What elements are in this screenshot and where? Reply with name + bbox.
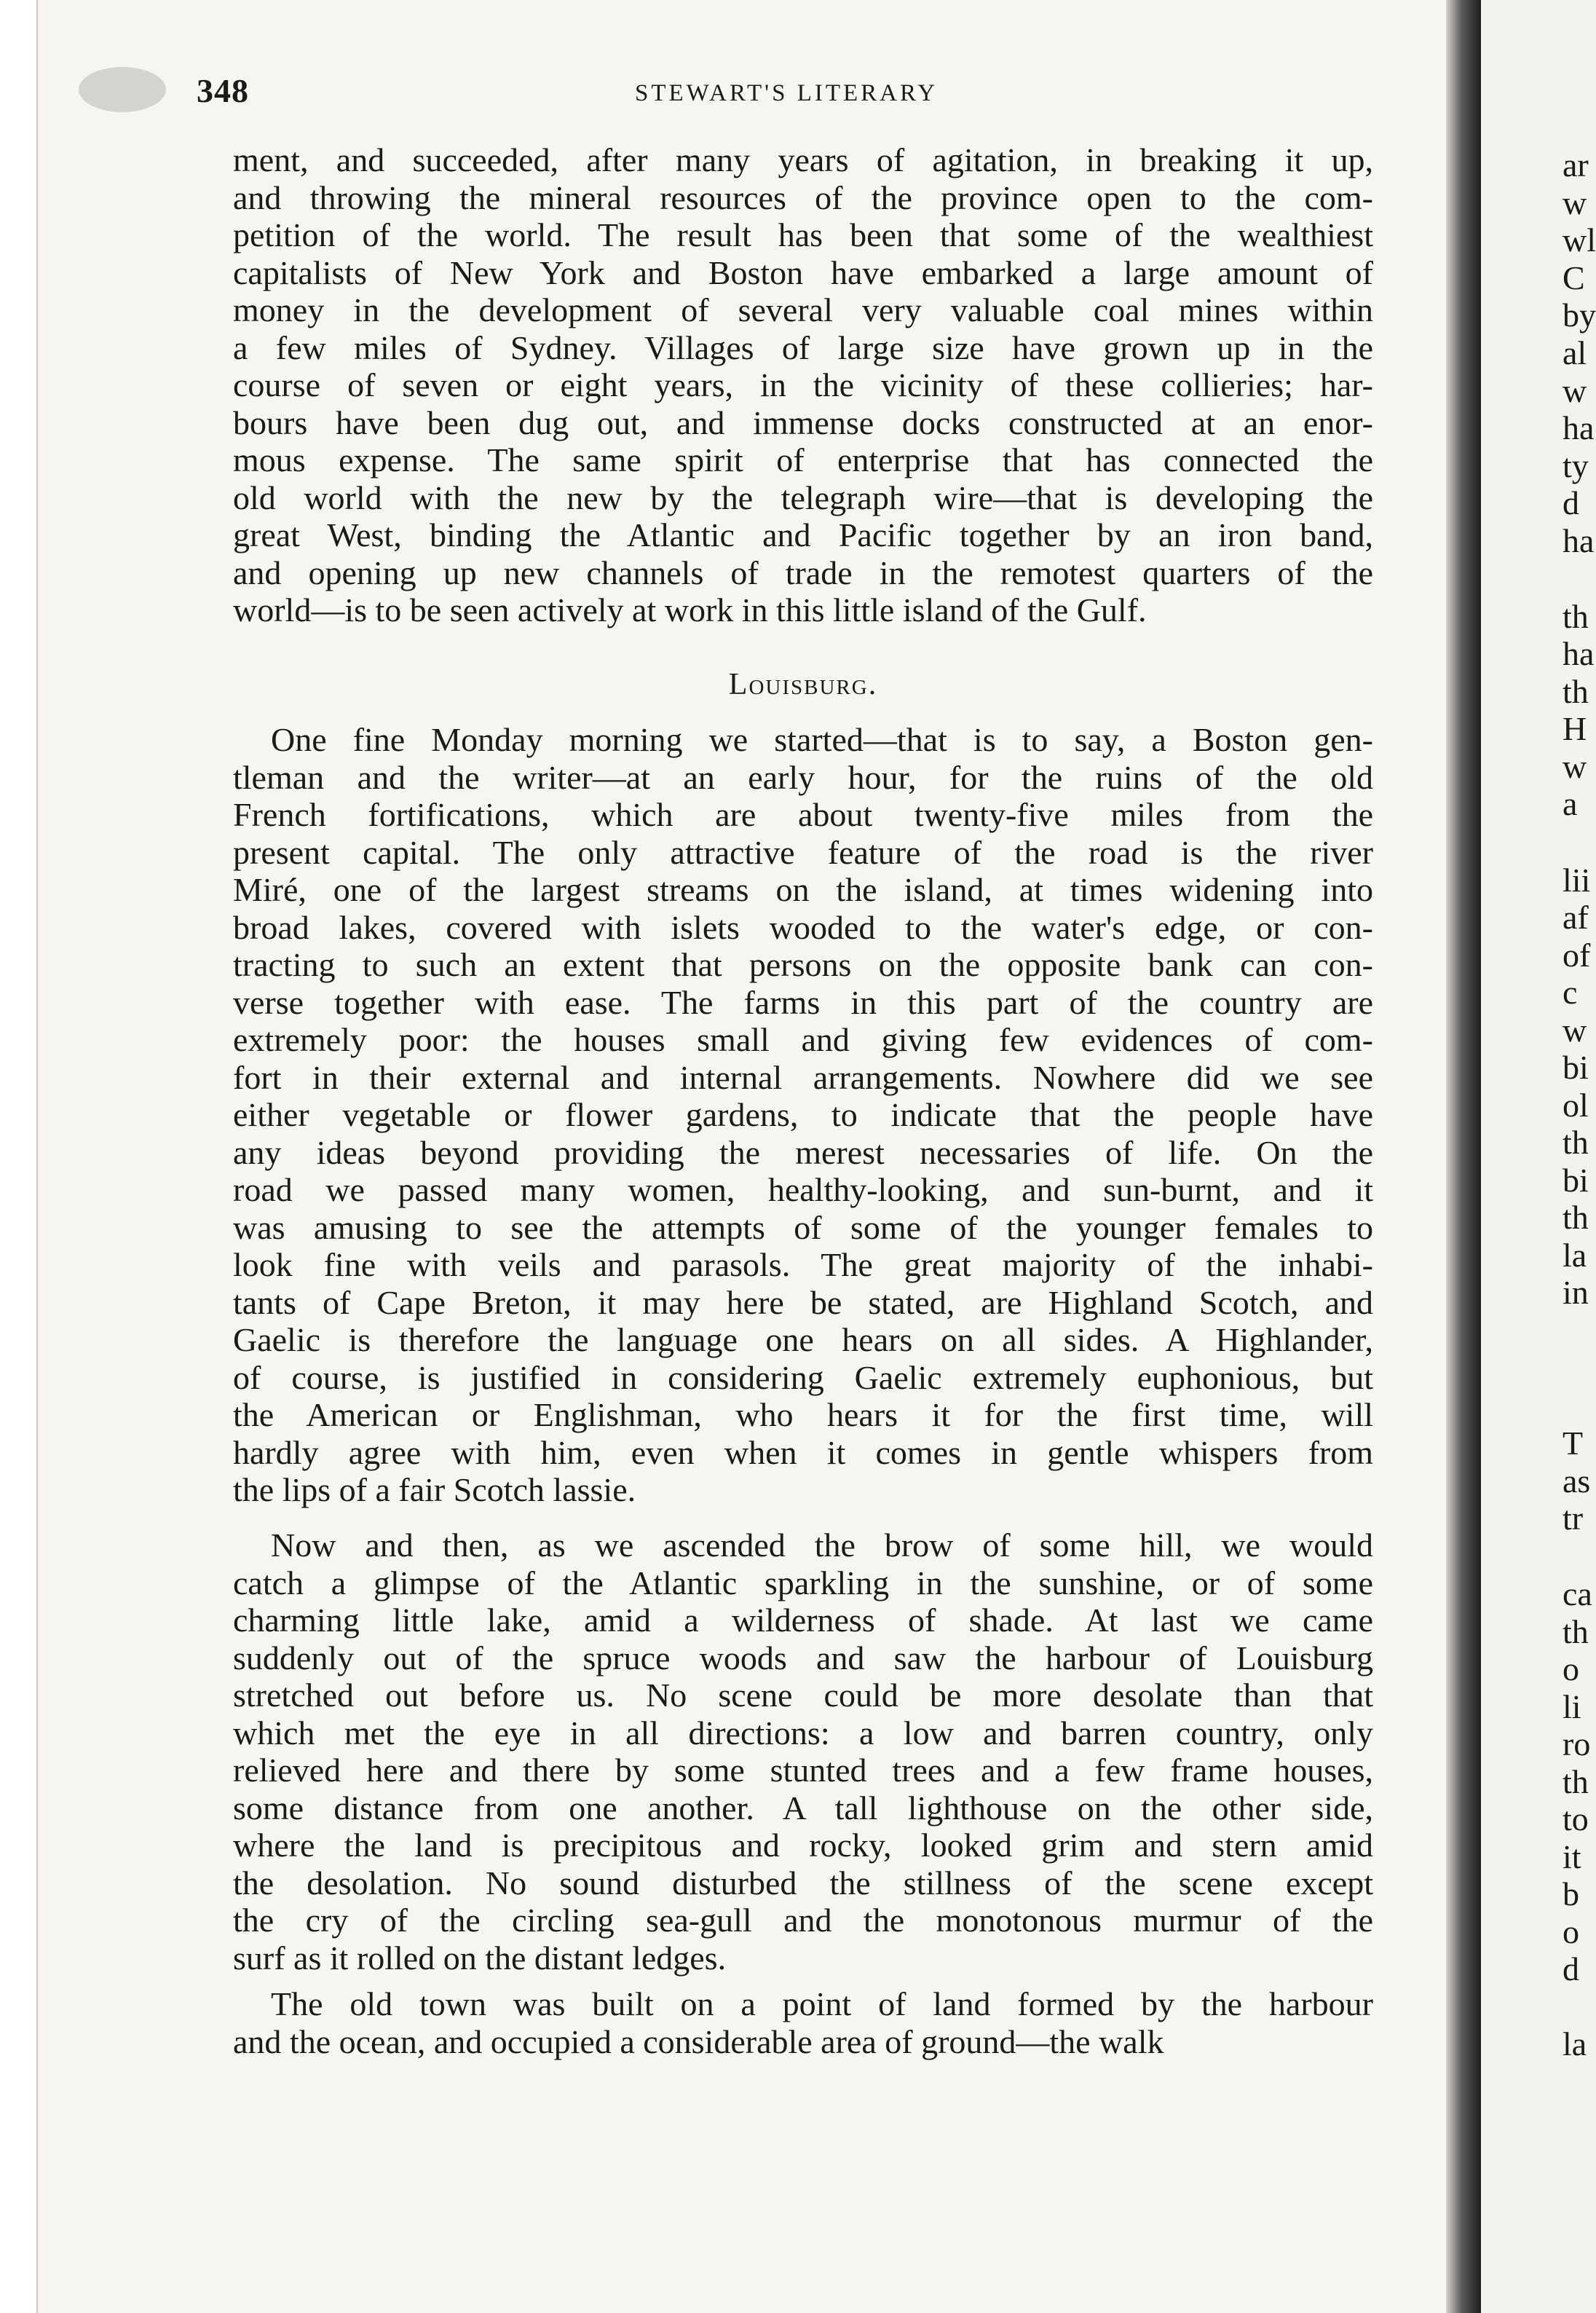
facing-page-fragment: of — [1563, 937, 1591, 974]
facing-page-fragment: th — [1563, 1199, 1589, 1236]
text-line: fort in their external and internal arrangements. Nowhere did we see — [233, 1059, 1373, 1096]
facing-page-fragment: la — [1563, 2025, 1587, 2062]
facing-page-fragment: o — [1563, 1913, 1579, 1950]
text-line: look fine with veils and parasols. The great majority of the inhabi- — [233, 1246, 1373, 1283]
text-line: the cry of the circling sea-gull and the monotonous murmur of the — [233, 1902, 1373, 1939]
facing-page-fragment: by — [1563, 296, 1596, 334]
text-line: mous expense. The same spirit of enterprise that has connected the — [233, 441, 1373, 478]
text-line: Gaelic is therefore the language one hears on all sides. A Highlander, — [233, 1321, 1373, 1358]
facing-page-fragment: w — [1563, 184, 1587, 221]
facing-page-fragment: in — [1563, 1274, 1589, 1311]
text-line: either vegetable or flower gardens, to indicate that the people have — [233, 1096, 1373, 1133]
text-line: hardly agree with him, even when it comes in gentle whispers from — [233, 1434, 1373, 1471]
facing-page-fragment: al — [1563, 334, 1587, 371]
facing-page-fragment: bi — [1563, 1162, 1589, 1199]
text-line: Now and then, as we ascended the brow of some hill, we would — [271, 1526, 1373, 1564]
text-line: a few miles of Sydney. Villages of large size have grown up in the — [233, 329, 1373, 366]
facing-page-fragment: li — [1563, 1688, 1581, 1725]
text-line: and the ocean, and occupied a considerable area of ground—the walk — [233, 2023, 1164, 2060]
facing-page-fragment: wl — [1563, 221, 1596, 259]
facing-page-fragment: w — [1563, 748, 1587, 785]
text-line: catch a glimpse of the Atlantic sparkling in the sunshine, or of some — [233, 1564, 1373, 1601]
page-smudge — [79, 67, 166, 112]
text-line: present capital. The only attractive feature of the road is the river — [233, 834, 1373, 871]
facing-page-fragment: tr — [1563, 1500, 1584, 1537]
text-line: suddenly out of the spruce woods and saw the harbour of Louisburg — [233, 1639, 1373, 1676]
facing-page-fragment: d — [1563, 484, 1579, 521]
text-line: where the land is precipitous and rocky, looked grim and stern amid — [233, 1827, 1373, 1864]
text-line: French fortifications, which are about twenty-five miles from the — [233, 796, 1373, 833]
facing-page-fragment: T — [1563, 1425, 1584, 1462]
page-number: 348 — [197, 72, 249, 109]
text-line: Miré, one of the largest streams on the island, at times widening into — [233, 871, 1373, 908]
text-line: stretched out before us. No scene could be more desolate than that — [233, 1676, 1373, 1714]
text-line: bours have been dug out, and immense docks constructed at an enor- — [233, 404, 1373, 441]
facing-page-fragment: bi — [1563, 1049, 1589, 1086]
text-line: tracting to such an extent that persons on the opposite bank can con- — [233, 946, 1373, 983]
text-line: of course, is justified in considering Gaelic extremely euphonious, but — [233, 1359, 1373, 1396]
text-line: the desolation. No sound disturbed the stillness of the scene except — [233, 1864, 1373, 1902]
facing-page-fragment: it — [1563, 1838, 1581, 1875]
facing-page-fragment: ty — [1563, 447, 1589, 484]
text-line: charming little lake, amid a wilderness of shade. At last we came — [233, 1601, 1373, 1639]
facing-page-fragment: th — [1563, 1613, 1589, 1650]
text-line: money in the development of several very valuable coal mines within — [233, 291, 1373, 328]
text-line: road we passed many women, healthy-looking, and sun-burnt, and it — [233, 1171, 1373, 1208]
facing-page-fragment: ha — [1563, 635, 1595, 672]
text-line: and throwing the mineral resources of the province open to the com- — [233, 179, 1373, 216]
facing-page-fragment: H — [1563, 710, 1587, 747]
book-page — [36, 0, 1447, 2313]
facing-page-fragment: b — [1563, 1875, 1579, 1912]
text-line: capitalists of New York and Boston have embarked a large amount of — [233, 254, 1373, 291]
text-line: and opening up new channels of trade in the remotest quarters of the — [233, 554, 1373, 591]
text-line: the lips of a fair Scotch lassie. — [233, 1471, 636, 1508]
facing-page-fragment: to — [1563, 1800, 1589, 1837]
facing-page-fragment: ha — [1563, 409, 1595, 446]
facing-page-fragment: ar — [1563, 146, 1589, 184]
facing-page-fragment: d — [1563, 1950, 1579, 1987]
facing-page-fragment: as — [1563, 1462, 1591, 1500]
text-line: the American or Englishman, who hears it for the first time, will — [233, 1396, 1373, 1433]
facing-page-fragment: w — [1563, 1012, 1587, 1049]
facing-page-fragment: c — [1563, 974, 1578, 1011]
facing-page-fragment: ha — [1563, 522, 1595, 559]
text-line: tants of Cape Breton, it may here be stated, are Highland Scotch, and — [233, 1284, 1373, 1321]
text-line: relieved here and there by some stunted trees and a few frame houses, — [233, 1752, 1373, 1789]
section-heading: Louisburg. — [728, 668, 878, 701]
text-line: course of seven or eight years, in the vicinity of these collieries; har- — [233, 366, 1373, 403]
facing-page-fragment: ol — [1563, 1087, 1589, 1124]
facing-page-fragment: th — [1563, 1763, 1589, 1800]
facing-page-fragment: a — [1563, 785, 1578, 822]
facing-page-fragment: lii — [1563, 862, 1591, 899]
text-line: surf as it rolled on the distant ledges. — [233, 1939, 727, 1977]
text-line: ment, and succeeded, after many years of agitation, in breaking it up, — [233, 141, 1373, 178]
text-line: which met the eye in all directions: a low and barren country, only — [233, 1714, 1373, 1752]
text-line: broad lakes, covered with islets wooded to the water's edge, or con- — [233, 909, 1373, 946]
facing-page-fragment: th — [1563, 1124, 1589, 1161]
text-line: world—is to be seen actively at work in this little island of the Gulf. — [233, 591, 1147, 629]
facing-page-fragment: C — [1563, 259, 1585, 296]
text-line: verse together with ease. The farms in this part of the country are — [233, 984, 1373, 1021]
running-head: STEWART'S LITERARY — [634, 80, 939, 106]
page-header — [197, 71, 1376, 115]
facing-page-fragment: th — [1563, 598, 1589, 635]
facing-page-fragment: la — [1563, 1237, 1587, 1274]
facing-page-fragment: o — [1563, 1650, 1579, 1687]
text-line: old world with the new by the telegraph wire—that is developing the — [233, 479, 1373, 516]
text-line: some distance from one another. A tall lighthouse on the other side, — [233, 1789, 1373, 1827]
facing-page-fragment: w — [1563, 372, 1587, 409]
text-line: was amusing to see the attempts of some of the younger females to — [233, 1209, 1373, 1246]
text-line: extremely poor: the houses small and giving few evidences of com- — [233, 1021, 1373, 1058]
facing-page-fragment: ro — [1563, 1725, 1591, 1762]
text-line: The old town was built on a point of land formed by the harbour — [271, 1985, 1373, 2022]
book-gutter — [1446, 0, 1481, 2313]
text-line: petition of the world. The result has been that some of the wealthiest — [233, 216, 1373, 253]
text-line: any ideas beyond providing the merest necessaries of life. On the — [233, 1134, 1373, 1171]
text-line: great West, binding the Atlantic and Pacific together by an iron band, — [233, 516, 1373, 553]
facing-page-fragment: th — [1563, 673, 1589, 710]
facing-page-fragment: ca — [1563, 1575, 1592, 1612]
text-line: tleman and the writer—at an early hour, for the ruins of the old — [233, 759, 1373, 796]
facing-page-fragment: af — [1563, 899, 1589, 936]
text-line: One fine Monday morning we started—that is to say, a Boston gen- — [271, 721, 1373, 758]
